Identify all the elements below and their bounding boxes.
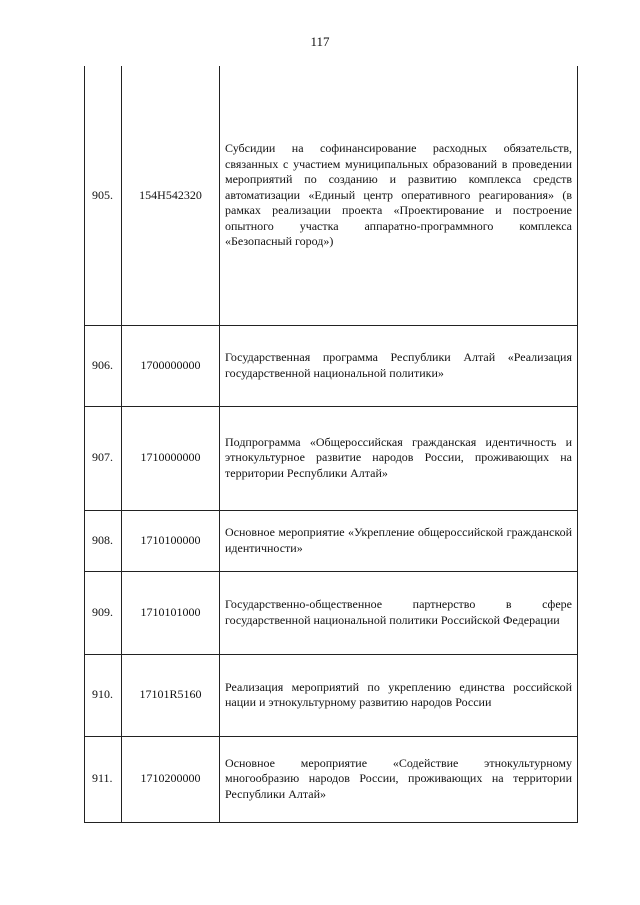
row-number: 909. <box>85 571 122 654</box>
table-row <box>85 654 578 736</box>
table-row <box>85 510 578 571</box>
table-row <box>85 66 578 325</box>
item-description: Подпрограмма «Общероссийская гражданская идентичность и этнокультурное развитие народов России, проживающих на территории Республики Алтай» <box>220 406 578 510</box>
row-number: 910. <box>85 654 122 736</box>
table-row <box>85 571 578 654</box>
budget-code: 1710100000 <box>122 510 220 571</box>
table-row <box>85 325 578 406</box>
budget-code: 1710101000 <box>122 571 220 654</box>
row-number: 908. <box>85 510 122 571</box>
table-row <box>85 406 578 510</box>
item-description: Основное мероприятие «Содействие этнокультурному многообразию народов России, проживающих на территории Республики Алтай» <box>220 736 578 822</box>
budget-table <box>84 66 578 823</box>
item-description: Основное мероприятие «Укрепление общероссийской гражданской идентичности» <box>220 510 578 571</box>
row-number: 907. <box>85 406 122 510</box>
item-description: Реализация мероприятий по укреплению единства российской нации и этнокультурному развитию народов России <box>220 654 578 736</box>
row-number: 911. <box>85 736 122 822</box>
budget-code: 1710000000 <box>122 406 220 510</box>
item-description: Государственная программа Республики Алтай «Реализация государственной национальной политики» <box>220 325 578 406</box>
item-description: Государственно-общественное партнерство в сфере государственной национальной политики Российской Федерации <box>220 571 578 654</box>
budget-code: 1710200000 <box>122 736 220 822</box>
row-number: 905. <box>85 66 122 325</box>
budget-code: 17101R5160 <box>122 654 220 736</box>
budget-code: 1700000000 <box>122 325 220 406</box>
item-description: Субсидии на софинансирование расходных обязательств, связанных с участием муниципальных образований в проведении мероприятий по созданию и развитию комплекса средств автоматизации «Единый центр оперативного реагирования» (в рамках реализации проекта «Проектирование и построение опытного участка аппаратно-программного комплекса «Безопасный город») <box>220 66 578 325</box>
row-number: 906. <box>85 325 122 406</box>
budget-code: 154H542320 <box>122 66 220 325</box>
table-row <box>85 736 578 822</box>
page-number: 117 <box>310 34 330 49</box>
